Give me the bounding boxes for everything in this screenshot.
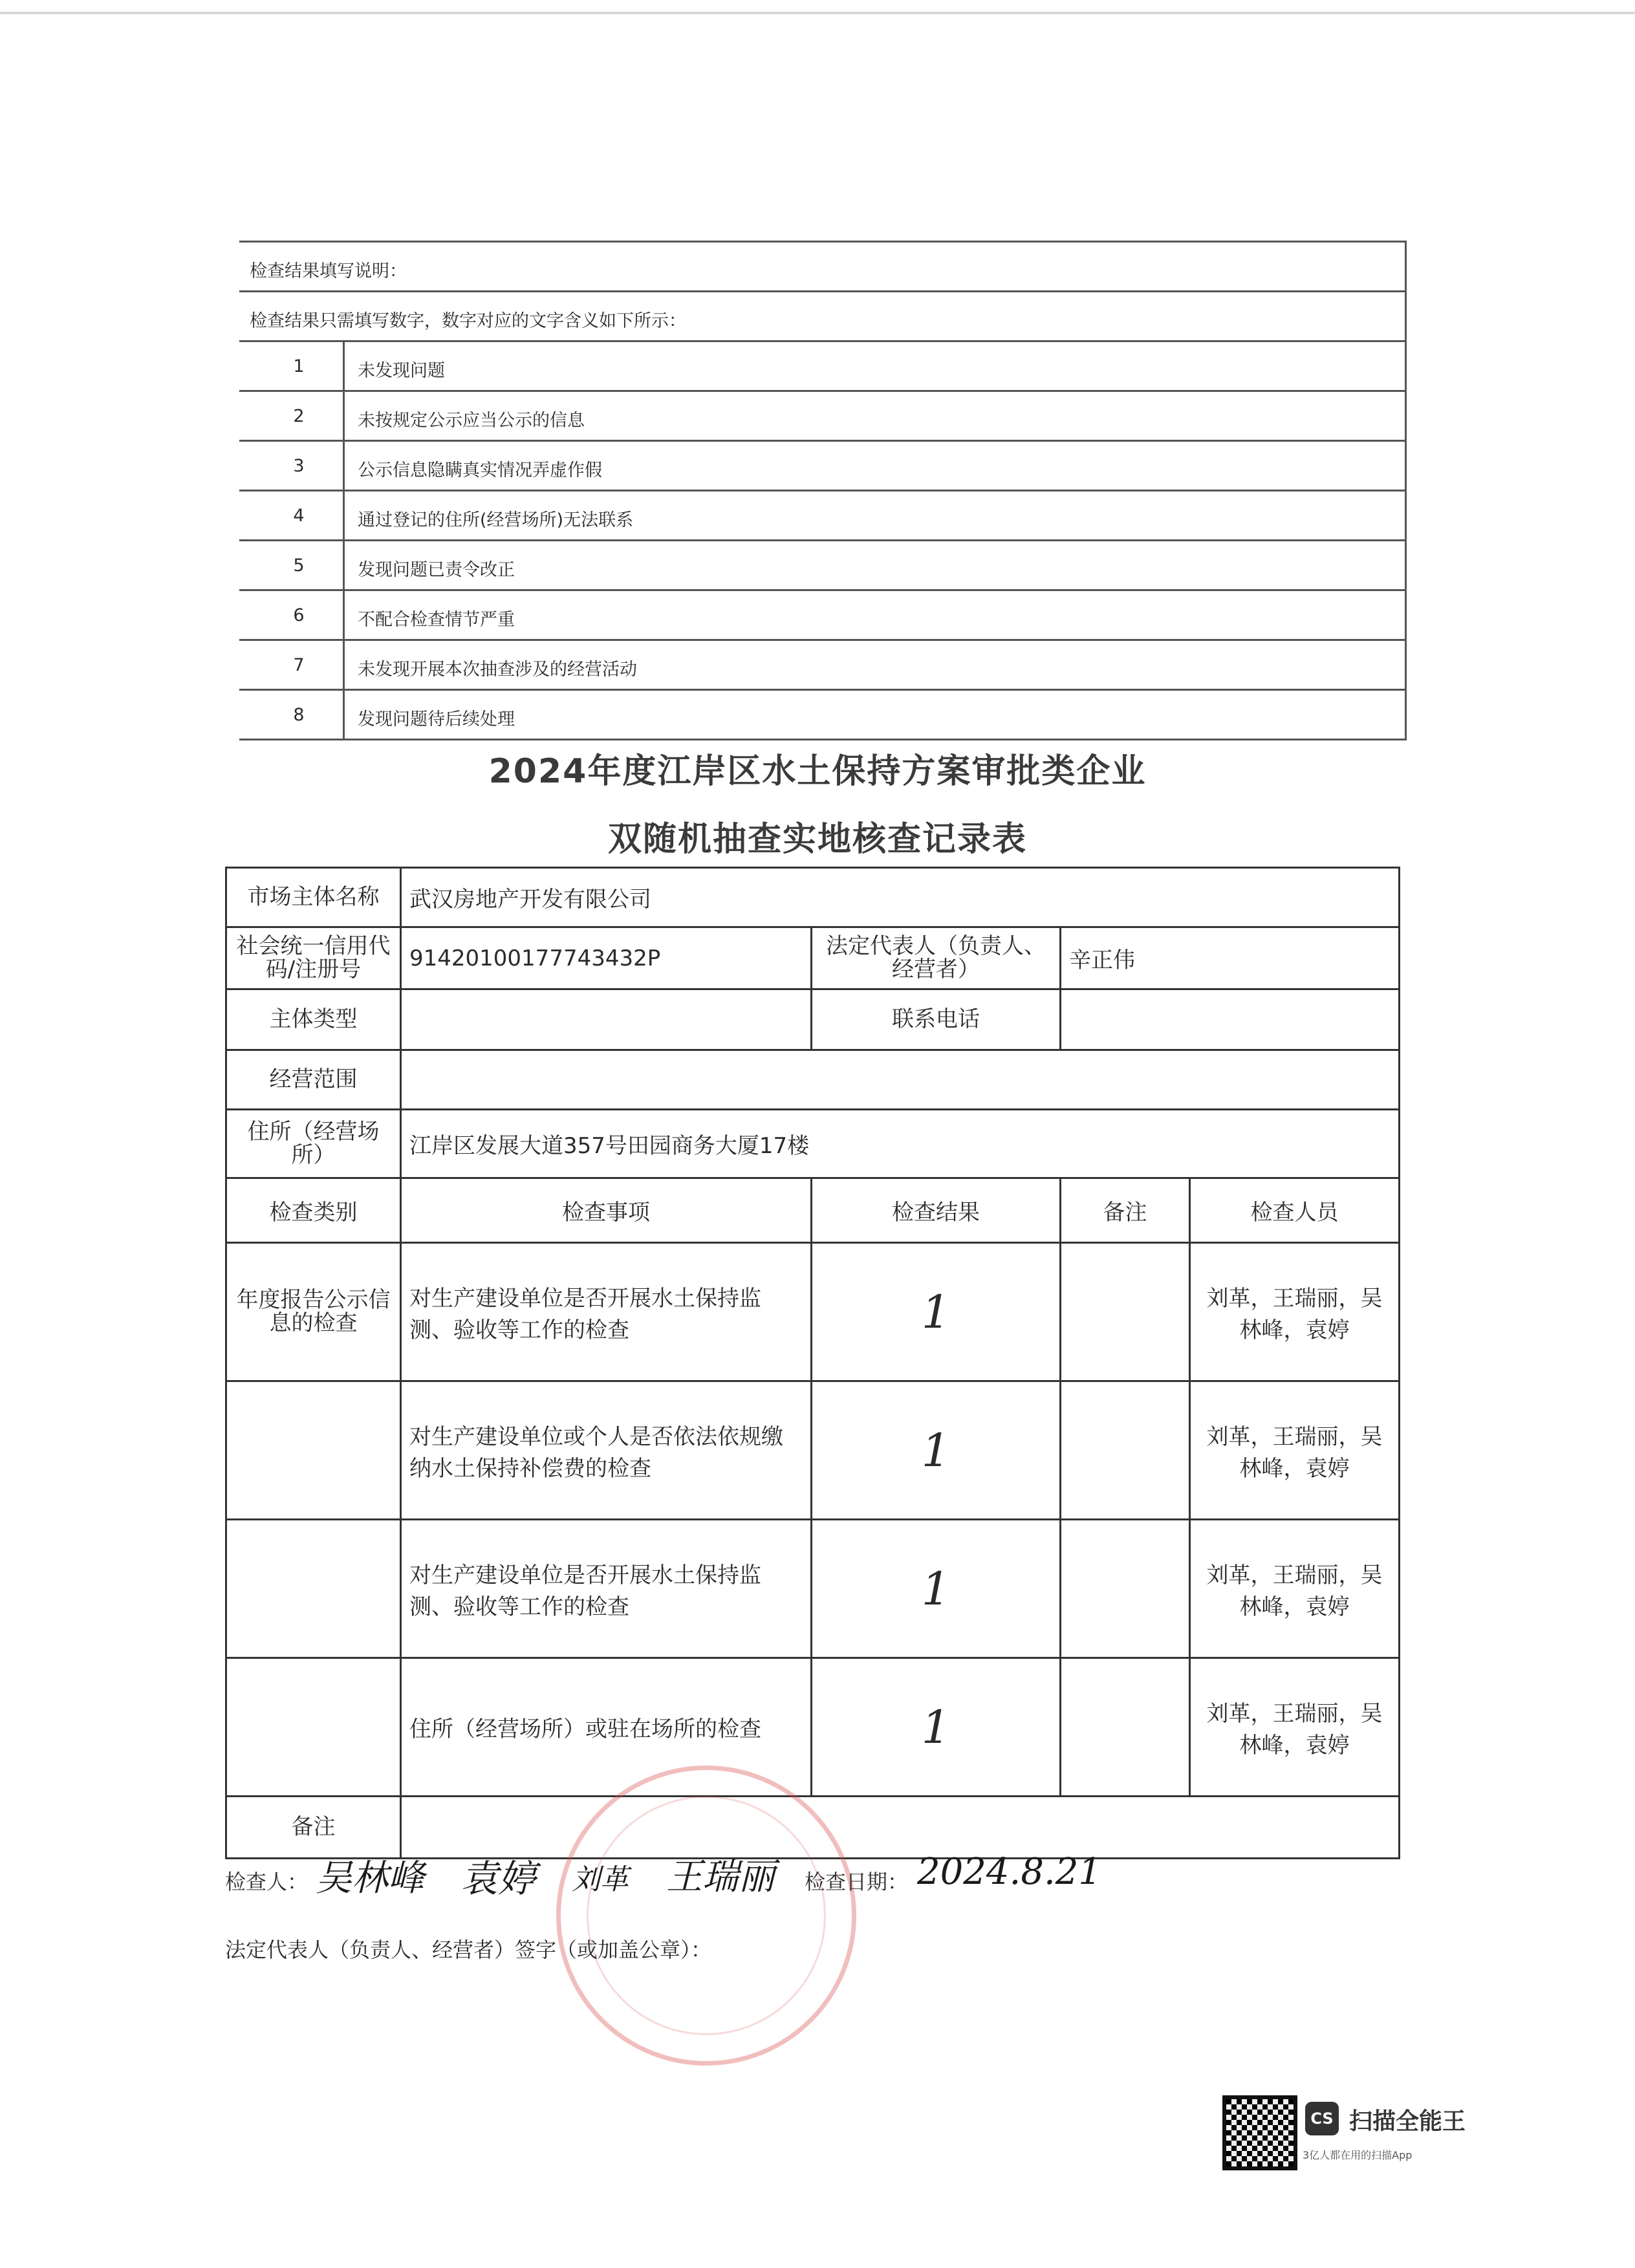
legend-item <box>239 342 1407 392</box>
entity-type-value <box>401 989 812 1050</box>
scan-top-edge <box>0 12 1635 14</box>
credit-code-label: 社会统一信用代码/注册号 <box>226 927 401 989</box>
row-category <box>226 1658 401 1797</box>
inspection-date-value: 2024.8.21 <box>917 1851 1102 1893</box>
legal-rep-sign-label: 法定代表人（负责人、经营者）签字（或加盖公章）： <box>225 1938 712 1962</box>
legend-item <box>239 541 1407 591</box>
table-row <box>226 1658 1400 1797</box>
row-item: 对生产建设单位是否开展水土保持监测、验收等工作的检查 <box>401 1243 812 1381</box>
legend-item <box>239 491 1407 541</box>
legend-item-text: 不配合检查情节严重 <box>358 610 515 630</box>
legend-item-text: 未发现问题 <box>358 361 445 381</box>
entity-type-row <box>226 989 1400 1050</box>
header-remark: 备注 <box>1061 1178 1190 1243</box>
row-result: 1 <box>812 1520 1061 1658</box>
inspection-record-table <box>225 867 1400 1859</box>
row-inspectors: 刘革，王瑞丽，吴林峰，袁婷 <box>1190 1243 1400 1381</box>
row-result: 1 <box>812 1381 1061 1520</box>
legend-item-number: 5 <box>293 556 305 576</box>
header-result: 检查结果 <box>812 1178 1061 1243</box>
inspector-label: 检查人： <box>225 1870 309 1894</box>
address-label: 住所（经营场所） <box>226 1110 401 1178</box>
inspector-signature: 吴林峰 <box>316 1857 424 1899</box>
qr-code-icon <box>1222 2095 1297 2170</box>
legend-item-number: 2 <box>293 406 305 426</box>
row-inspectors: 刘革，王瑞丽，吴林峰，袁婷 <box>1190 1381 1400 1520</box>
legend-instruction: 检查结果只需填写数字，数字对应的文字含义如下所示： <box>250 311 686 331</box>
table-row <box>226 1520 1400 1658</box>
row-remark <box>1061 1658 1190 1797</box>
legend-heading: 检查结果填写说明： <box>250 261 407 281</box>
inspection-date-label: 检查日期： <box>805 1870 909 1894</box>
legend-item-number: 3 <box>293 456 305 476</box>
header-category: 检查类别 <box>226 1178 401 1243</box>
document-title-line1: 2024年度江岸区水土保持方案审批类企业 <box>488 752 1147 791</box>
legal-rep-value: 辛正伟 <box>1061 927 1400 989</box>
legend-item-text: 未按规定公示应当公示的信息 <box>358 411 585 431</box>
legend-item-text: 发现问题已责令改正 <box>358 560 515 580</box>
inspector-signature: 袁婷 <box>460 1857 536 1901</box>
legend-heading-row <box>239 241 1407 292</box>
phone-label: 联系电话 <box>812 989 1061 1050</box>
camscanner-logo-icon: CS <box>1305 2102 1339 2135</box>
row-result: 1 <box>812 1243 1061 1381</box>
legend-item <box>239 392 1407 442</box>
remark-value <box>401 1797 1400 1859</box>
row-result: 1 <box>812 1658 1061 1797</box>
legend-item-text: 未发现开展本次抽查涉及的经营活动 <box>358 660 637 680</box>
legend-item-number: 7 <box>293 655 305 675</box>
legend-item-number: 6 <box>293 605 305 625</box>
header-item: 检查事项 <box>401 1178 812 1243</box>
legal-rep-label: 法定代表人（负责人、经营者） <box>812 927 1061 989</box>
address-value: 江岸区发展大道357号田园商务大厦17楼 <box>401 1110 1400 1178</box>
inspector-signature: 王瑞丽 <box>666 1856 775 1898</box>
row-remark <box>1061 1520 1190 1658</box>
entity-name-row <box>226 868 1400 927</box>
result-legend <box>239 241 1407 740</box>
document-title-line2: 双随机抽查实地核查记录表 <box>607 820 1027 859</box>
credit-code-row <box>226 927 1400 989</box>
row-item: 住所（经营场所）或驻在场所的检查 <box>401 1658 812 1797</box>
table-row <box>226 1381 1400 1520</box>
inspector-signature: 刘革 <box>572 1863 629 1896</box>
row-category: 年度报告公示信息的检查 <box>226 1243 401 1381</box>
legend-item <box>239 641 1407 691</box>
legend-item <box>239 442 1407 491</box>
credit-code-value: 91420100177743432P <box>401 927 812 989</box>
legend-item-text: 发现问题待后续处理 <box>358 709 515 729</box>
legend-item-number: 4 <box>293 506 305 526</box>
legend-item-text: 通过登记的住所(经营场所)无法联系 <box>358 510 634 530</box>
entity-name-value: 武汉房地产开发有限公司 <box>401 868 1400 927</box>
company-seal <box>556 1766 856 2066</box>
table-row <box>226 1243 1400 1381</box>
table-header-row <box>226 1178 1400 1243</box>
scope-label: 经营范围 <box>226 1050 401 1110</box>
watermark-app-name: 扫描全能王 <box>1349 2108 1466 2135</box>
scope-value <box>401 1050 1400 1110</box>
watermark-tagline: 3亿人都在用的扫描App <box>1303 2149 1413 2161</box>
legend-item-number: 1 <box>293 356 305 376</box>
legend-item <box>239 691 1407 740</box>
entity-name-label: 市场主体名称 <box>226 868 401 927</box>
address-row <box>226 1110 1400 1178</box>
row-category <box>226 1381 401 1520</box>
row-inspectors: 刘革，王瑞丽，吴林峰，袁婷 <box>1190 1658 1400 1797</box>
legend-item <box>239 591 1407 641</box>
legend-item-text: 公示信息隐瞒真实情况弄虚作假 <box>358 460 602 481</box>
legend-instruction-row <box>239 292 1407 342</box>
header-inspectors: 检查人员 <box>1190 1178 1400 1243</box>
scope-row <box>226 1050 1400 1110</box>
remark-label: 备注 <box>226 1797 401 1859</box>
entity-type-label: 主体类型 <box>226 989 401 1050</box>
phone-value <box>1061 989 1400 1050</box>
row-remark <box>1061 1381 1190 1520</box>
row-item: 对生产建设单位是否开展水土保持监测、验收等工作的检查 <box>401 1520 812 1658</box>
legend-item-number: 8 <box>293 705 305 725</box>
row-item: 对生产建设单位或个人是否依法依规缴纳水土保持补偿费的检查 <box>401 1381 812 1520</box>
row-category <box>226 1520 401 1658</box>
row-inspectors: 刘革，王瑞丽，吴林峰，袁婷 <box>1190 1520 1400 1658</box>
row-remark <box>1061 1243 1190 1381</box>
